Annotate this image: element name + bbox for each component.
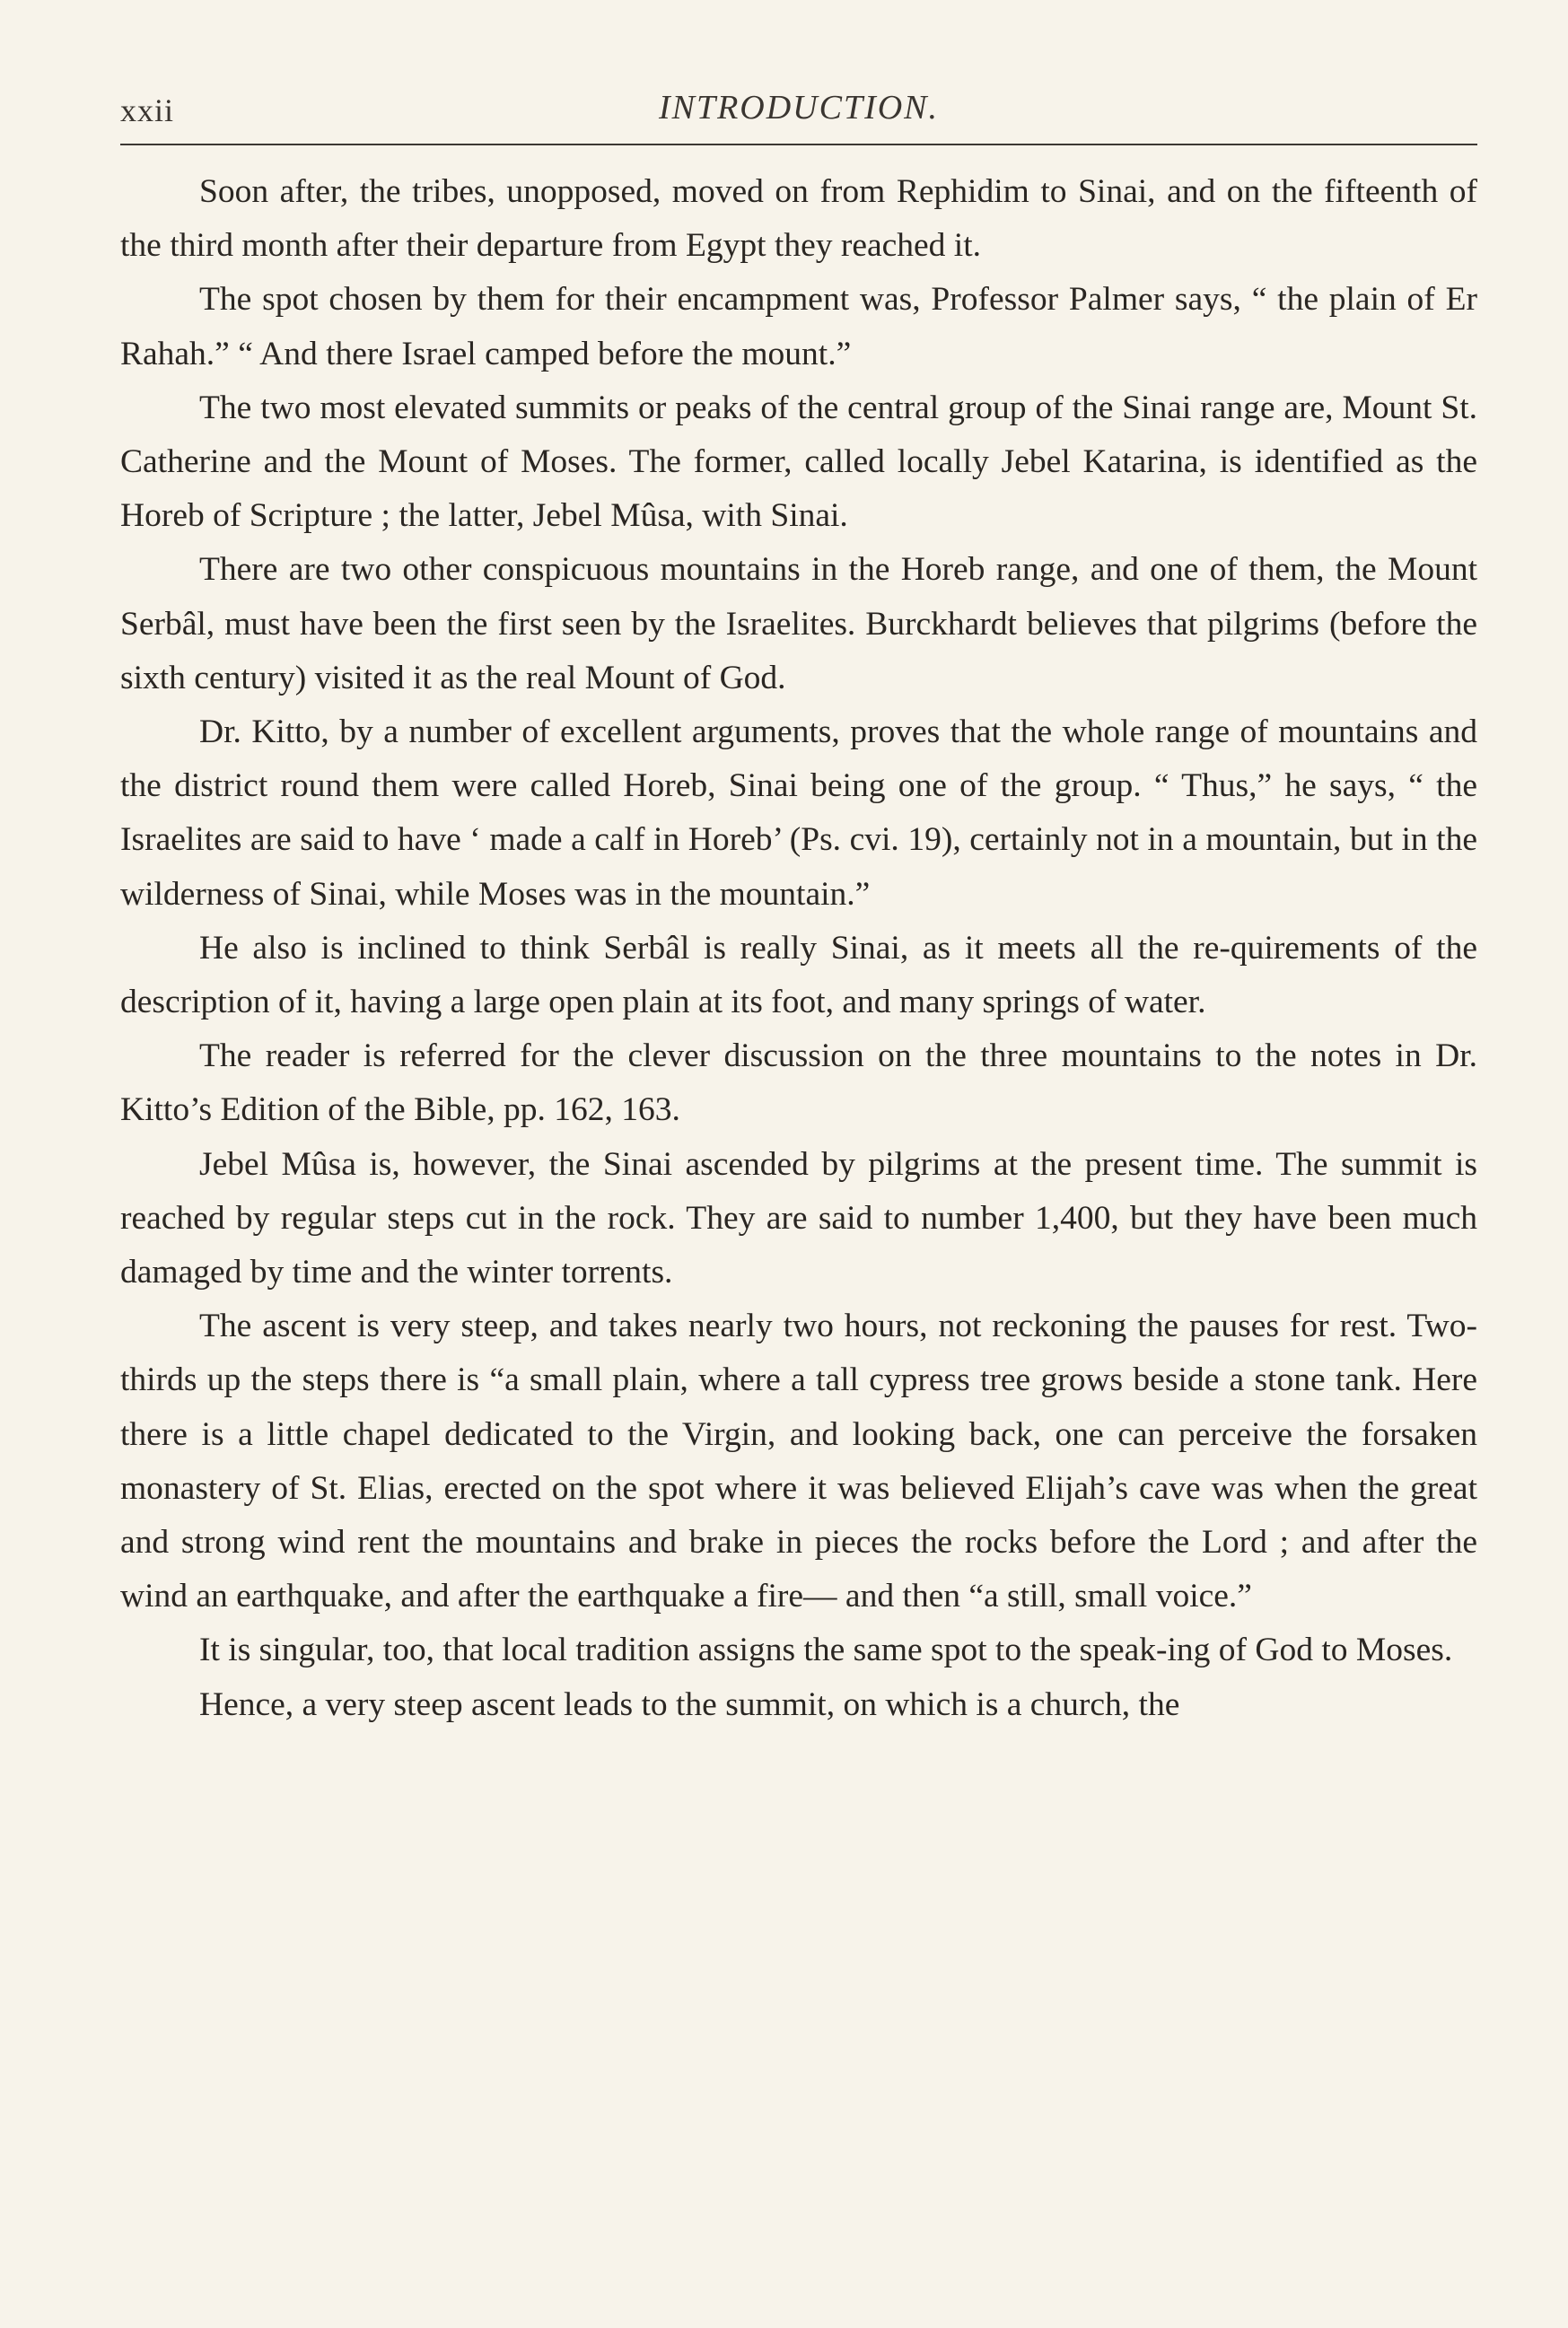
paragraph: It is singular, too, that local tradition assigns the same spot to the speak-ing of God to Moses.	[199, 1632, 1453, 1669]
paragraph: Dr. Kitto, by a number of excellent arguments, proves that the whole range of mountains and the district round them were called Horeb, Sinai being one of the group. “ Thus,” he says, “ the Israelites are said to have ‘ made a calf in Horeb’ (Ps. cvi. 19), certainly not in a mountain, but in the wilderness of Sinai, while Moses was in the mountain.”	[120, 713, 1477, 913]
paragraph: Soon after, the tribes, unopposed, moved on from Rephidim to Sinai, and on the fifteenth of the third month after their departure from Egypt they reached it.	[120, 173, 1477, 265]
paragraph: The reader is referred for the clever discussion on the three mountains to the notes in Dr. Kitto’s Edition of the Bible, pp. 162, 163.	[120, 1037, 1477, 1129]
paragraph: Hence, a very steep ascent leads to the summit, on which is a church, the	[199, 1685, 1180, 1723]
page-number: xxii	[120, 92, 175, 128]
running-title: INTRODUCTION.	[658, 89, 940, 127]
paragraph: The two most elevated summits or peaks of the central group of the Sinai range are, Mount St. Catherine and the Mount of Moses. The former, called locally Jebel Katarina, is identified as the Horeb of Scripture ; the latter, Jebel Mûsa, with Sinai.	[120, 389, 1477, 535]
paragraph: There are two other conspicuous mountains in the Horeb range, and one of them, the Mount Serbâl, must have been the first seen by the Israelites. Burckhardt believes that pilgrims (before the sixth century) visited it as the real Mount of God.	[120, 551, 1477, 696]
page-header	[120, 81, 1477, 136]
book-page	[120, 81, 1477, 1732]
paragraph: He also is inclined to think Serbâl is really Sinai, as it meets all the re-quirements of the description of it, having a large open plain at its foot, and many springs of water.	[120, 929, 1477, 1021]
paragraph: The ascent is very steep, and takes nearly two hours, not reckoning the pauses for rest. Two-thirds up the steps there is “a small plain, where a tall cypress tree grows beside a stone tank. Here there is a little chapel dedicated to the Virgin, and looking back, one can perceive the forsaken monastery of St. Elias, erected on the spot where it was believed Elijah’s cave was when the great and strong wind rent the mountains and brake in pieces the rocks before the Lord ; and after the wind an earthquake, and after the earthquake a fire— and then “a still, small voice.”	[120, 1308, 1477, 1615]
body-text	[120, 165, 1477, 1732]
header-rule	[120, 144, 1477, 145]
paragraph: The spot chosen by them for their encampment was, Professor Palmer says, “ the plain of Er Rahah.” “ And there Israel camped before the mount.”	[120, 281, 1477, 372]
paragraph: Jebel Mûsa is, however, the Sinai ascended by pilgrims at the present time. The summit is reached by regular steps cut in the rock. They are said to number 1,400, but they have been much damaged by time and the winter torrents.	[120, 1145, 1477, 1291]
